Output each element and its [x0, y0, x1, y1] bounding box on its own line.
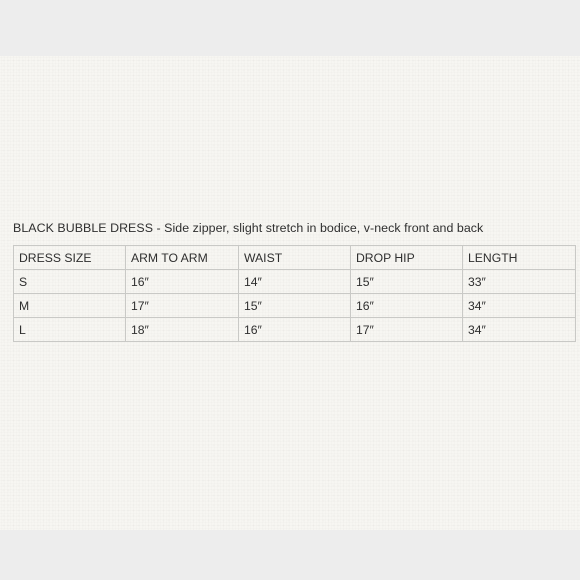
header-cell-arm-to-arm: ARM TO ARM [126, 246, 239, 270]
dress-description: BLACK BUBBLE DRESS - Side zipper, slight stretch in bodice, v-neck front and back [13, 221, 484, 235]
table-cell: 17″ [126, 294, 239, 318]
header-cell-waist: WAIST [239, 246, 351, 270]
top-margin-band [0, 0, 580, 56]
header-cell-drop-hip: DROP HIP [351, 246, 463, 270]
table-cell: 16″ [351, 294, 463, 318]
table-header-row [14, 246, 576, 270]
table-cell: 16″ [239, 318, 351, 342]
table-row [14, 270, 576, 294]
table-cell: 17″ [351, 318, 463, 342]
table-cell: 34″ [463, 318, 576, 342]
table-row [14, 294, 576, 318]
header-cell-dress-size: DRESS SIZE [14, 246, 126, 270]
table-cell: 16″ [126, 270, 239, 294]
table-cell: 14″ [239, 270, 351, 294]
header-cell-length: LENGTH [463, 246, 576, 270]
table-cell: L [14, 318, 126, 342]
table-cell: 15″ [351, 270, 463, 294]
table-cell: 15″ [239, 294, 351, 318]
table-row [14, 318, 576, 342]
bottom-margin-band [0, 530, 580, 580]
size-chart-table [13, 245, 576, 342]
table-cell: S [14, 270, 126, 294]
table-cell: 34″ [463, 294, 576, 318]
table-cell: 33″ [463, 270, 576, 294]
table-cell: M [14, 294, 126, 318]
table-cell: 18″ [126, 318, 239, 342]
